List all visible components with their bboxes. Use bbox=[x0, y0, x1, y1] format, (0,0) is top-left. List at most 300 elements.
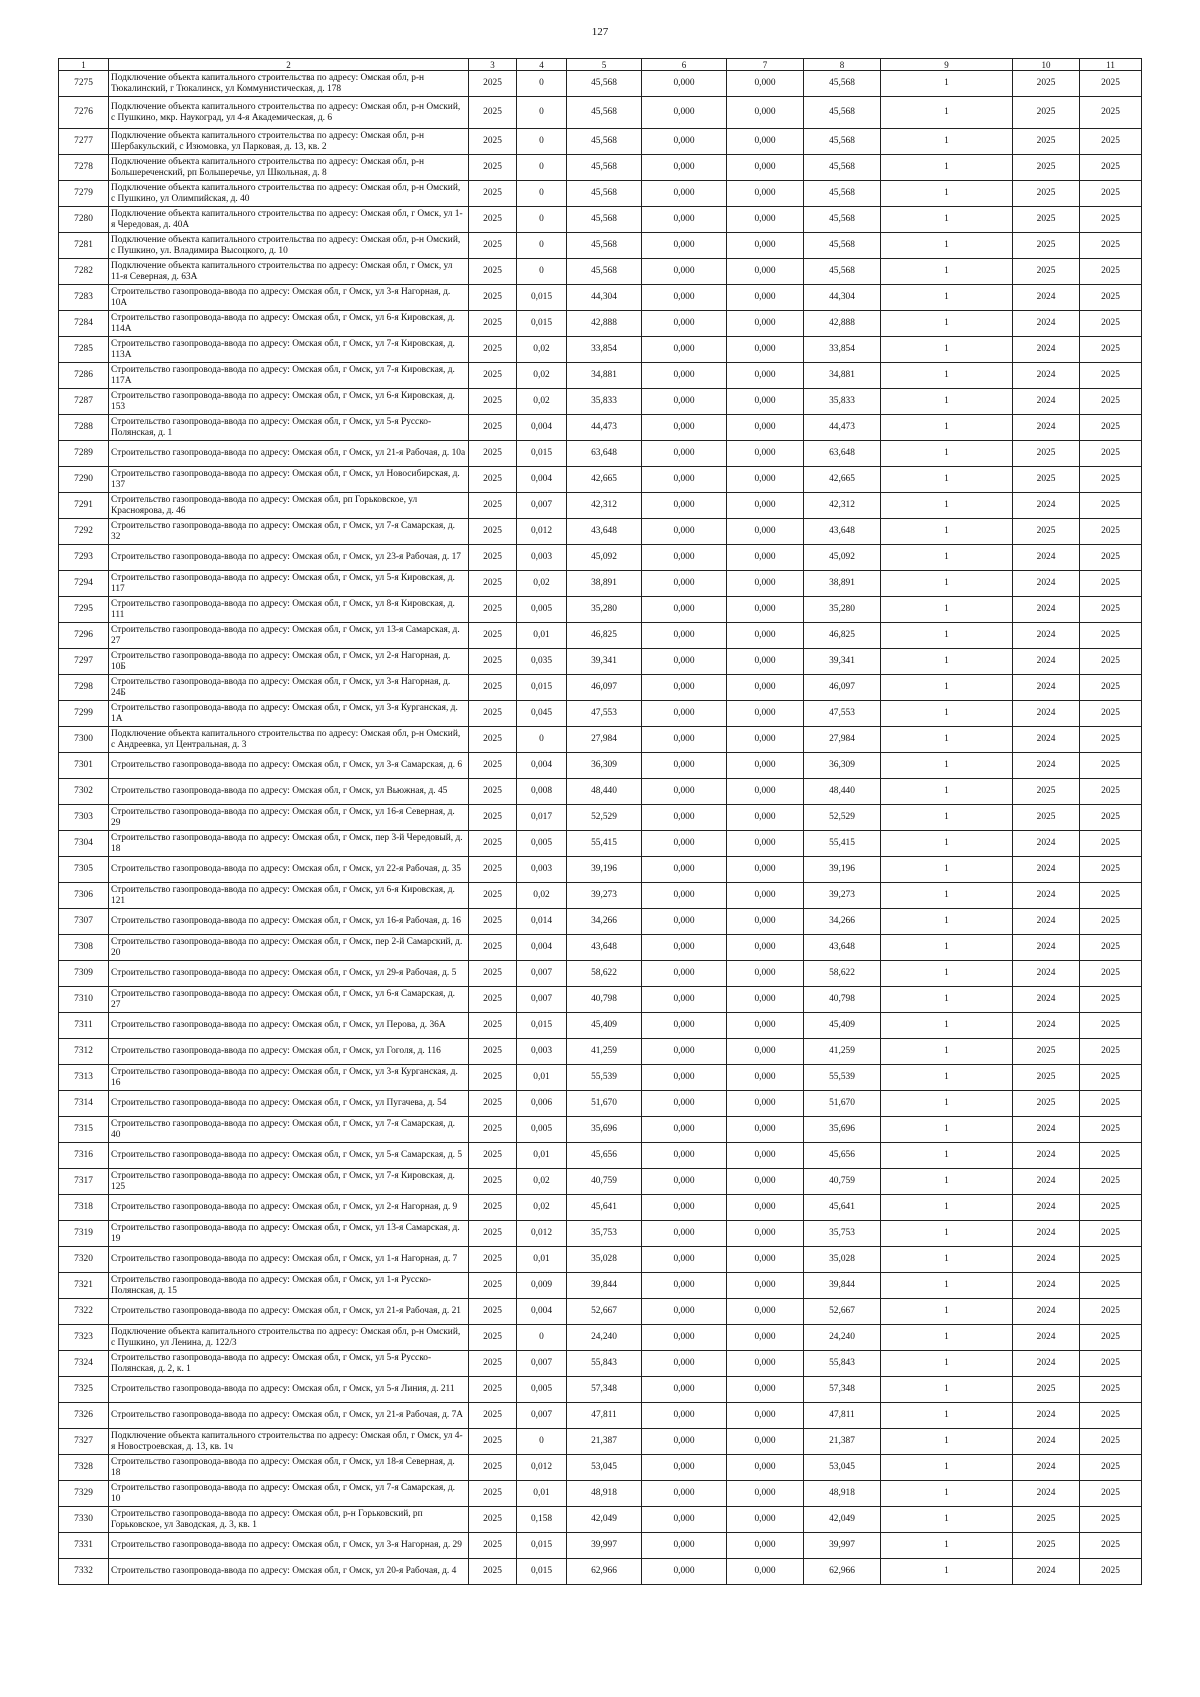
table-cell: 44,473 bbox=[804, 415, 881, 441]
table-cell: 0,02 bbox=[517, 883, 567, 909]
table-cell: 1 bbox=[881, 623, 1013, 649]
table-cell: 45,656 bbox=[804, 1143, 881, 1169]
table-row bbox=[59, 1273, 1142, 1299]
table-cell: 7306 bbox=[59, 883, 109, 909]
table-cell-description: Подключение объекта капитального строительства по адресу: Омская обл, р-н Большереченский, рп Большеречье, ул Школьная, д. 8 bbox=[109, 155, 469, 181]
table-cell: 0,007 bbox=[517, 1351, 567, 1377]
table-cell: 2025 bbox=[1013, 441, 1080, 467]
table-cell: 2025 bbox=[1080, 1507, 1142, 1533]
table-cell-description: Строительство газопровода-ввода по адресу: Омская обл, г Омск, ул 20-я Рабочая, д. 4 bbox=[109, 1559, 469, 1585]
table-header bbox=[59, 59, 1142, 71]
table-cell: 2025 bbox=[469, 467, 517, 493]
table-cell: 0 bbox=[517, 727, 567, 753]
table-cell: 0,000 bbox=[642, 857, 727, 883]
table-cell: 7304 bbox=[59, 831, 109, 857]
table-cell: 0,000 bbox=[727, 233, 804, 259]
table-cell: 0,000 bbox=[642, 1299, 727, 1325]
table-cell: 2025 bbox=[469, 441, 517, 467]
table-cell: 7319 bbox=[59, 1221, 109, 1247]
table-cell: 2024 bbox=[1013, 545, 1080, 571]
table-cell: 1 bbox=[881, 1221, 1013, 1247]
table-row bbox=[59, 389, 1142, 415]
table-cell: 2025 bbox=[469, 493, 517, 519]
table-cell: 7316 bbox=[59, 1143, 109, 1169]
table-row bbox=[59, 1091, 1142, 1117]
table-cell: 43,648 bbox=[804, 519, 881, 545]
table-cell: 46,097 bbox=[567, 675, 642, 701]
table-cell: 7326 bbox=[59, 1403, 109, 1429]
table-cell: 2025 bbox=[1080, 727, 1142, 753]
table-cell: 1 bbox=[881, 1065, 1013, 1091]
table-cell: 62,966 bbox=[804, 1559, 881, 1585]
table-cell: 35,280 bbox=[804, 597, 881, 623]
table-cell: 2025 bbox=[1080, 805, 1142, 831]
table-cell: 42,049 bbox=[804, 1507, 881, 1533]
table-cell: 45,568 bbox=[804, 207, 881, 233]
table-cell: 2025 bbox=[469, 753, 517, 779]
table-cell: 2025 bbox=[1080, 97, 1142, 129]
table-cell: 24,240 bbox=[804, 1325, 881, 1351]
column-header: 3 bbox=[469, 59, 517, 71]
table-cell: 42,888 bbox=[567, 311, 642, 337]
table-cell: 0,000 bbox=[642, 519, 727, 545]
table-cell: 1 bbox=[881, 1117, 1013, 1143]
table-cell: 7323 bbox=[59, 1325, 109, 1351]
table-cell: 2025 bbox=[1013, 1533, 1080, 1559]
table-cell: 2024 bbox=[1013, 753, 1080, 779]
table-cell: 55,415 bbox=[804, 831, 881, 857]
table-cell: 40,798 bbox=[804, 987, 881, 1013]
table-cell: 0,000 bbox=[727, 441, 804, 467]
table-cell: 2024 bbox=[1013, 831, 1080, 857]
table-cell: 0,000 bbox=[642, 1221, 727, 1247]
table-cell: 0,000 bbox=[727, 1091, 804, 1117]
table-cell: 2025 bbox=[469, 649, 517, 675]
table-cell: 2025 bbox=[1013, 779, 1080, 805]
table-cell: 0,000 bbox=[727, 831, 804, 857]
table-cell: 46,825 bbox=[804, 623, 881, 649]
table-cell: 1 bbox=[881, 727, 1013, 753]
table-cell: 2024 bbox=[1013, 311, 1080, 337]
table-cell: 0,035 bbox=[517, 649, 567, 675]
table-cell-description: Подключение объекта капитального строительства по адресу: Омская обл, г Омск, ул 4-я Новостроевская, д. 13, кв. 1ч bbox=[109, 1429, 469, 1455]
table-cell: 0,000 bbox=[642, 97, 727, 129]
table-cell: 2024 bbox=[1013, 363, 1080, 389]
table-cell: 43,648 bbox=[804, 935, 881, 961]
table-cell: 0,000 bbox=[642, 285, 727, 311]
table-cell: 35,028 bbox=[567, 1247, 642, 1273]
table-cell: 2025 bbox=[1080, 493, 1142, 519]
table-cell-description: Подключение объекта капитального строительства по адресу: Омская обл, р-н Омский, с Пушкино, ул Олимпийская, д. 40 bbox=[109, 181, 469, 207]
table-cell: 45,568 bbox=[804, 97, 881, 129]
table-cell: 2025 bbox=[469, 1533, 517, 1559]
table-cell: 2025 bbox=[469, 545, 517, 571]
table-cell: 2025 bbox=[1080, 623, 1142, 649]
table-cell-description: Строительство газопровода-ввода по адресу: Омская обл, г Омск, ул 1-я Русско-Полянская, д. 15 bbox=[109, 1273, 469, 1299]
table-cell: 2025 bbox=[469, 1195, 517, 1221]
table-cell: 44,304 bbox=[567, 285, 642, 311]
table-cell: 2025 bbox=[469, 779, 517, 805]
table-cell: 38,891 bbox=[804, 571, 881, 597]
table-cell: 0,000 bbox=[642, 259, 727, 285]
table-cell: 2025 bbox=[469, 727, 517, 753]
table-cell-description: Строительство газопровода-ввода по адресу: Омская обл, г Омск, ул 5-я Русско-Полянская, д. 2, к. 1 bbox=[109, 1351, 469, 1377]
table-cell: 7299 bbox=[59, 701, 109, 727]
table-row bbox=[59, 129, 1142, 155]
table-cell: 0,000 bbox=[727, 1325, 804, 1351]
table-cell: 0,000 bbox=[642, 493, 727, 519]
header-row bbox=[59, 59, 1142, 71]
table-cell: 34,881 bbox=[567, 363, 642, 389]
table-cell: 1 bbox=[881, 1299, 1013, 1325]
table-cell-description: Строительство газопровода-ввода по адресу: Омская обл, г Омск, ул 3-я Курганская, д. 1А bbox=[109, 701, 469, 727]
table-cell: 0,000 bbox=[727, 1403, 804, 1429]
table-cell-description: Подключение объекта капитального строительства по адресу: Омская обл, р-н Омский, с Андреевка, ул Центральная, д. 3 bbox=[109, 727, 469, 753]
table-cell: 2025 bbox=[469, 987, 517, 1013]
table-cell: 2025 bbox=[1013, 207, 1080, 233]
table-cell: 45,409 bbox=[804, 1013, 881, 1039]
table-cell: 0,000 bbox=[642, 1377, 727, 1403]
table-row bbox=[59, 1351, 1142, 1377]
table-cell: 0,000 bbox=[642, 363, 727, 389]
table-cell: 0,000 bbox=[727, 1533, 804, 1559]
table-cell: 2025 bbox=[1080, 1377, 1142, 1403]
table-cell-description: Строительство газопровода-ввода по адресу: Омская обл, г Омск, ул 3-я Нагорная, д. 29 bbox=[109, 1533, 469, 1559]
table-row bbox=[59, 805, 1142, 831]
table-cell: 1 bbox=[881, 71, 1013, 97]
table-cell: 2024 bbox=[1013, 1325, 1080, 1351]
table-cell: 1 bbox=[881, 1429, 1013, 1455]
table-cell-description: Строительство газопровода-ввода по адресу: Омская обл, г Омск, ул 7-я Самарская, д. 32 bbox=[109, 519, 469, 545]
table-cell: 0,000 bbox=[642, 181, 727, 207]
table-cell: 0,000 bbox=[642, 155, 727, 181]
table-row bbox=[59, 1507, 1142, 1533]
table-cell: 39,273 bbox=[804, 883, 881, 909]
table-cell: 7318 bbox=[59, 1195, 109, 1221]
table-cell-description: Строительство газопровода-ввода по адресу: Омская обл, г Омск, ул 16-я Рабочая, д. 16 bbox=[109, 909, 469, 935]
table-cell: 0,02 bbox=[517, 1169, 567, 1195]
table-cell: 2025 bbox=[1080, 1039, 1142, 1065]
data-table bbox=[58, 58, 1142, 1585]
table-cell: 2025 bbox=[469, 181, 517, 207]
table-cell-description: Строительство газопровода-ввода по адресу: Омская обл, г Омск, ул 7-я Самарская, д. 10 bbox=[109, 1481, 469, 1507]
table-cell: 2025 bbox=[1013, 1065, 1080, 1091]
table-cell: 2025 bbox=[1080, 1559, 1142, 1585]
table-cell: 0,000 bbox=[727, 1247, 804, 1273]
table-cell: 0,000 bbox=[642, 883, 727, 909]
table-cell: 42,665 bbox=[567, 467, 642, 493]
table-cell-description: Строительство газопровода-ввода по адресу: Омская обл, г Омск, пер 3-й Чередовый, д. 18 bbox=[109, 831, 469, 857]
table-cell: 33,854 bbox=[567, 337, 642, 363]
table-cell: 7293 bbox=[59, 545, 109, 571]
table-cell: 2025 bbox=[1080, 987, 1142, 1013]
table-cell: 1 bbox=[881, 1273, 1013, 1299]
table-cell: 2025 bbox=[469, 285, 517, 311]
table-cell: 1 bbox=[881, 389, 1013, 415]
table-cell: 1 bbox=[881, 831, 1013, 857]
table-row bbox=[59, 883, 1142, 909]
table-cell: 2025 bbox=[469, 909, 517, 935]
table-cell: 35,280 bbox=[567, 597, 642, 623]
table-cell: 2025 bbox=[1080, 259, 1142, 285]
table-cell-description: Подключение объекта капитального строительства по адресу: Омская обл, р-н Омский, с Пушкино, мкр. Наукоград, ул 4-я Академическая, д. 6 bbox=[109, 97, 469, 129]
table-cell: 0,000 bbox=[727, 1351, 804, 1377]
column-header: 7 bbox=[727, 59, 804, 71]
table-row bbox=[59, 1195, 1142, 1221]
table-cell: 52,667 bbox=[804, 1299, 881, 1325]
table-cell: 0,003 bbox=[517, 545, 567, 571]
table-cell: 7311 bbox=[59, 1013, 109, 1039]
table-row bbox=[59, 233, 1142, 259]
table-cell: 0 bbox=[517, 71, 567, 97]
table-cell: 7307 bbox=[59, 909, 109, 935]
table-cell: 0,007 bbox=[517, 493, 567, 519]
table-cell: 0,000 bbox=[642, 1039, 727, 1065]
table-cell: 0,007 bbox=[517, 961, 567, 987]
table-cell: 63,648 bbox=[804, 441, 881, 467]
table-cell: 7322 bbox=[59, 1299, 109, 1325]
table-cell: 51,670 bbox=[567, 1091, 642, 1117]
table-cell: 0,01 bbox=[517, 1143, 567, 1169]
table-cell-description: Строительство газопровода-ввода по адресу: Омская обл, г Омск, ул 6-я Кировская, д. 121 bbox=[109, 883, 469, 909]
table-cell: 7312 bbox=[59, 1039, 109, 1065]
table-cell: 2025 bbox=[469, 1325, 517, 1351]
table-cell: 2024 bbox=[1013, 909, 1080, 935]
table-cell: 0,000 bbox=[727, 1169, 804, 1195]
table-cell: 1 bbox=[881, 987, 1013, 1013]
table-cell: 2024 bbox=[1013, 935, 1080, 961]
table-cell: 45,409 bbox=[567, 1013, 642, 1039]
table-cell: 0,000 bbox=[642, 597, 727, 623]
table-cell: 2025 bbox=[1080, 883, 1142, 909]
table-row bbox=[59, 467, 1142, 493]
table-cell: 0,017 bbox=[517, 805, 567, 831]
table-cell: 0,000 bbox=[727, 71, 804, 97]
table-cell: 2025 bbox=[1080, 831, 1142, 857]
table-cell: 0,000 bbox=[642, 1247, 727, 1273]
table-cell: 47,811 bbox=[804, 1403, 881, 1429]
table-cell: 0,000 bbox=[727, 1273, 804, 1299]
table-cell: 0,000 bbox=[727, 259, 804, 285]
table-cell: 0,014 bbox=[517, 909, 567, 935]
table-cell-description: Строительство газопровода-ввода по адресу: Омская обл, г Омск, ул 22-я Рабочая, д. 35 bbox=[109, 857, 469, 883]
table-cell: 2025 bbox=[1013, 1091, 1080, 1117]
column-header: 1 bbox=[59, 59, 109, 71]
column-header: 6 bbox=[642, 59, 727, 71]
table-cell: 7276 bbox=[59, 97, 109, 129]
table-cell: 1 bbox=[881, 1559, 1013, 1585]
table-cell-description: Строительство газопровода-ввода по адресу: Омская обл, г Омск, ул 7-я Кировская, д. 125 bbox=[109, 1169, 469, 1195]
table-cell: 7281 bbox=[59, 233, 109, 259]
table-cell: 0,000 bbox=[727, 155, 804, 181]
page-number: 127 bbox=[591, 26, 609, 38]
table-cell: 0,015 bbox=[517, 1533, 567, 1559]
table-cell: 2025 bbox=[469, 97, 517, 129]
table-cell: 41,259 bbox=[567, 1039, 642, 1065]
table-cell: 0,000 bbox=[727, 727, 804, 753]
table-cell: 0,000 bbox=[727, 675, 804, 701]
column-header: 11 bbox=[1080, 59, 1142, 71]
table-cell-description: Строительство газопровода-ввода по адресу: Омская обл, г Омск, ул 13-я Самарская, д. 19 bbox=[109, 1221, 469, 1247]
table-cell: 1 bbox=[881, 571, 1013, 597]
table-cell: 34,881 bbox=[804, 363, 881, 389]
table-cell: 2025 bbox=[469, 1455, 517, 1481]
table-cell-description: Подключение объекта капитального строительства по адресу: Омская обл, г Омск, ул 1-я Чередовая, д. 40А bbox=[109, 207, 469, 233]
table-cell: 7280 bbox=[59, 207, 109, 233]
table-cell: 0,000 bbox=[727, 1429, 804, 1455]
table-cell: 0,02 bbox=[517, 389, 567, 415]
table-cell: 2025 bbox=[469, 857, 517, 883]
table-cell: 7291 bbox=[59, 493, 109, 519]
table-cell: 0,000 bbox=[642, 675, 727, 701]
table-cell: 58,622 bbox=[567, 961, 642, 987]
table-cell: 2024 bbox=[1013, 1559, 1080, 1585]
table-cell: 2025 bbox=[469, 155, 517, 181]
table-cell: 0,000 bbox=[727, 779, 804, 805]
table-cell: 2024 bbox=[1013, 701, 1080, 727]
table-cell: 0,000 bbox=[727, 97, 804, 129]
table-cell: 0,000 bbox=[727, 857, 804, 883]
table-cell: 0,01 bbox=[517, 623, 567, 649]
table-cell: 0,000 bbox=[642, 389, 727, 415]
table-row bbox=[59, 519, 1142, 545]
table-cell: 36,309 bbox=[567, 753, 642, 779]
table-cell: 7284 bbox=[59, 311, 109, 337]
table-cell: 34,266 bbox=[567, 909, 642, 935]
table-cell-description: Строительство газопровода-ввода по адресу: Омская обл, г Омск, ул 18-я Северная, д. 18 bbox=[109, 1455, 469, 1481]
table-cell: 0 bbox=[517, 233, 567, 259]
table-cell: 0,012 bbox=[517, 1455, 567, 1481]
table-cell: 0,000 bbox=[727, 129, 804, 155]
table-cell: 2025 bbox=[1080, 753, 1142, 779]
table-cell: 46,097 bbox=[804, 675, 881, 701]
table-cell: 0 bbox=[517, 1325, 567, 1351]
table-cell: 0,000 bbox=[642, 623, 727, 649]
table-cell: 55,415 bbox=[567, 831, 642, 857]
table-cell: 2025 bbox=[469, 571, 517, 597]
table-cell: 2025 bbox=[1080, 285, 1142, 311]
table-cell: 1 bbox=[881, 1247, 1013, 1273]
table-cell: 2025 bbox=[1013, 259, 1080, 285]
table-cell: 0,000 bbox=[642, 1273, 727, 1299]
table-cell: 2025 bbox=[469, 311, 517, 337]
table-cell: 0,005 bbox=[517, 597, 567, 623]
table-row bbox=[59, 1455, 1142, 1481]
table-cell: 2025 bbox=[469, 415, 517, 441]
table-cell: 2025 bbox=[1080, 597, 1142, 623]
table-cell: 7283 bbox=[59, 285, 109, 311]
table-cell: 34,266 bbox=[804, 909, 881, 935]
table-cell: 2025 bbox=[469, 1351, 517, 1377]
table-cell: 7282 bbox=[59, 259, 109, 285]
table-cell: 0,000 bbox=[642, 311, 727, 337]
table-cell: 1 bbox=[881, 207, 1013, 233]
table-cell: 2025 bbox=[1080, 571, 1142, 597]
table-cell: 2025 bbox=[469, 597, 517, 623]
table-cell-description: Строительство газопровода-ввода по адресу: Омская обл, г Омск, ул 6-я Кировская, д. 153 bbox=[109, 389, 469, 415]
table-cell-description: Строительство газопровода-ввода по адресу: Омская обл, г Омск, ул Пугачева, д. 54 bbox=[109, 1091, 469, 1117]
table-cell: 7278 bbox=[59, 155, 109, 181]
table-cell: 2024 bbox=[1013, 389, 1080, 415]
table-cell: 21,387 bbox=[567, 1429, 642, 1455]
table-cell: 0,000 bbox=[727, 415, 804, 441]
table-cell-description: Строительство газопровода-ввода по адресу: Омская обл, г Омск, ул 3-я Нагорная, д. 24Б bbox=[109, 675, 469, 701]
table-cell-description: Строительство газопровода-ввода по адресу: Омская обл, г Омск, ул 7-я Самарская, д. 40 bbox=[109, 1117, 469, 1143]
table-cell: 2025 bbox=[469, 363, 517, 389]
table-cell: 1 bbox=[881, 1481, 1013, 1507]
table-cell: 0,000 bbox=[727, 961, 804, 987]
table-cell: 0,000 bbox=[727, 545, 804, 571]
table-cell-description: Строительство газопровода-ввода по адресу: Омская обл, г Омск, ул 2-я Нагорная, д. 10Б bbox=[109, 649, 469, 675]
table-cell: 0,000 bbox=[642, 1143, 727, 1169]
table-cell: 7325 bbox=[59, 1377, 109, 1403]
table-cell: 2025 bbox=[469, 207, 517, 233]
table-cell: 2025 bbox=[1080, 155, 1142, 181]
table-cell: 0,009 bbox=[517, 1273, 567, 1299]
table-cell: 35,753 bbox=[567, 1221, 642, 1247]
table-cell: 7286 bbox=[59, 363, 109, 389]
table-cell: 0,000 bbox=[642, 961, 727, 987]
table-cell-description: Подключение объекта капитального строительства по адресу: Омская обл, р-н Омский, с Пушкино, ул Ленина, д. 122/3 bbox=[109, 1325, 469, 1351]
table-cell: 2025 bbox=[1080, 701, 1142, 727]
table-cell: 7303 bbox=[59, 805, 109, 831]
table-row bbox=[59, 1039, 1142, 1065]
table-cell: 2025 bbox=[469, 519, 517, 545]
table-cell-description: Строительство газопровода-ввода по адресу: Омская обл, г Омск, ул 21-я Рабочая, д. 21 bbox=[109, 1299, 469, 1325]
column-header: 5 bbox=[567, 59, 642, 71]
table-cell: 2024 bbox=[1013, 675, 1080, 701]
table-cell: 45,568 bbox=[567, 233, 642, 259]
column-header: 4 bbox=[517, 59, 567, 71]
table-cell: 1 bbox=[881, 545, 1013, 571]
table-cell: 2025 bbox=[469, 675, 517, 701]
table-cell: 2025 bbox=[1080, 519, 1142, 545]
table-cell: 45,641 bbox=[804, 1195, 881, 1221]
table-cell: 27,984 bbox=[804, 727, 881, 753]
table-cell: 0,000 bbox=[642, 779, 727, 805]
table-cell: 1 bbox=[881, 233, 1013, 259]
column-header: 9 bbox=[881, 59, 1013, 71]
table-row bbox=[59, 1299, 1142, 1325]
table-cell: 45,568 bbox=[567, 259, 642, 285]
table-cell-description: Строительство газопровода-ввода по адресу: Омская обл, г Омск, ул 8-я Кировская, д. 111 bbox=[109, 597, 469, 623]
table-cell: 2024 bbox=[1013, 1429, 1080, 1455]
table-cell: 0,000 bbox=[727, 1143, 804, 1169]
table-cell: 7313 bbox=[59, 1065, 109, 1091]
table-cell: 1 bbox=[881, 1377, 1013, 1403]
table-cell: 0,000 bbox=[642, 701, 727, 727]
table-cell: 1 bbox=[881, 1013, 1013, 1039]
table-cell: 1 bbox=[881, 181, 1013, 207]
table-cell: 2025 bbox=[1080, 233, 1142, 259]
table-cell: 1 bbox=[881, 493, 1013, 519]
table-row bbox=[59, 753, 1142, 779]
table-cell: 1 bbox=[881, 1039, 1013, 1065]
table-cell: 7288 bbox=[59, 415, 109, 441]
table-cell: 1 bbox=[881, 285, 1013, 311]
table-row bbox=[59, 207, 1142, 233]
table-cell: 46,825 bbox=[567, 623, 642, 649]
table-cell: 7285 bbox=[59, 337, 109, 363]
table-cell: 2025 bbox=[469, 935, 517, 961]
table-cell: 2025 bbox=[1080, 857, 1142, 883]
table-cell: 53,045 bbox=[567, 1455, 642, 1481]
table-cell: 2024 bbox=[1013, 987, 1080, 1013]
table-cell: 7290 bbox=[59, 467, 109, 493]
table-cell: 47,553 bbox=[567, 701, 642, 727]
table-cell: 2024 bbox=[1013, 883, 1080, 909]
table-cell: 0,000 bbox=[642, 207, 727, 233]
